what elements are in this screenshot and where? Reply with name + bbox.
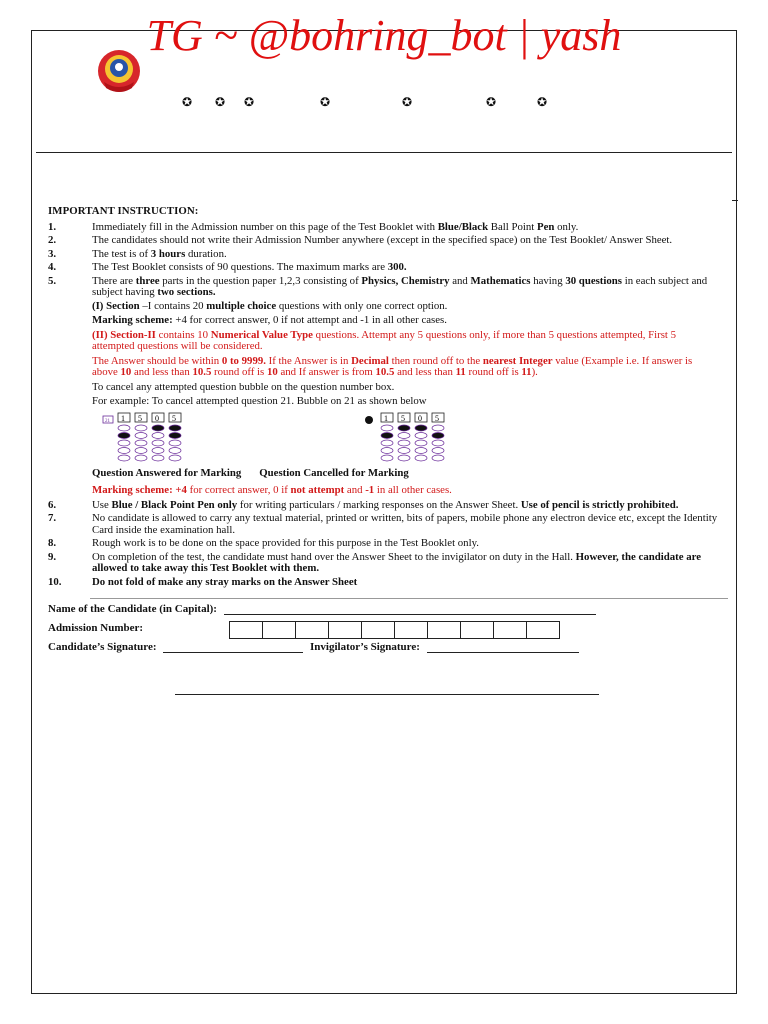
cancel-example: For example: To cancel attempted question 21. Bubble on 21 as shown below <box>92 395 427 407</box>
marking-scheme-1: Marking scheme: +4 for correct answer, 0 if not attempt and -1 in all other cases. <box>92 314 447 326</box>
header-divider <box>36 152 732 153</box>
omr-bubble <box>415 447 427 453</box>
omr-bubble <box>135 455 147 461</box>
caption-answered: Question Answered for Marking <box>92 466 242 479</box>
section2-text: (II) Section-II contains 10 Numerical Value Type questions. Attempt any 5 questions only, if more than 5 questions attempted, First 5 attempted questions will be considered. <box>92 328 677 352</box>
star-icon: ✪ <box>402 95 413 109</box>
item-text: There are three parts in the question paper 1,2,3 consisting of Physics, Chemistry and Mathematics having 30 questions in each subject and subject having two sections. <box>92 274 708 298</box>
item-number: 2. <box>48 234 57 246</box>
section1-text: (I) Section –I contains 20 multiple choice questions with only one correct option. <box>92 299 448 312</box>
item-number: 6. <box>48 498 57 511</box>
instruction-item <box>48 552 720 575</box>
admission-digit-box[interactable] <box>262 621 296 639</box>
watermark-text: TG ~ @bohring_bot | yash <box>146 11 622 60</box>
instruction-item <box>48 262 720 274</box>
omr-bubble <box>415 425 427 431</box>
footer-rule <box>175 694 599 695</box>
omr-bubble <box>169 447 181 453</box>
candidate-signature-label: Candidate’s Signature: <box>48 641 157 653</box>
name-field[interactable] <box>224 614 596 615</box>
caption-cancelled: Question Cancelled for Marking <box>259 466 409 479</box>
omr-bubble <box>432 432 444 438</box>
digit: 5 <box>435 413 439 423</box>
item-number: 3. <box>48 247 57 260</box>
admission-digit-box[interactable] <box>361 621 395 639</box>
omr-bubble <box>118 432 130 438</box>
item-text: Use Blue / Black Point Pen only for writing particulars / marking responses on the Answer Sheet. Use of pencil is strictly prohibited. <box>92 498 679 511</box>
digit: 1 <box>384 413 388 423</box>
item-number: 4. <box>48 261 57 273</box>
item-number: 10. <box>48 575 62 588</box>
omr-bubble <box>118 455 130 461</box>
star-icon: ✪ <box>182 95 193 109</box>
invigilator-signature-field[interactable] <box>427 652 579 653</box>
omr-bubble <box>415 455 427 461</box>
star-icon: ✪ <box>537 95 548 109</box>
admission-digit-box[interactable] <box>427 621 461 639</box>
instruction-item <box>48 538 720 550</box>
omr-bubble <box>381 432 393 438</box>
admission-digit-box[interactable] <box>493 621 527 639</box>
omr-bubble <box>398 425 410 431</box>
star-icon: ✪ <box>320 95 331 109</box>
instruction-item <box>48 276 720 299</box>
admission-digit-box[interactable] <box>229 621 263 639</box>
admission-digit-box[interactable] <box>328 621 362 639</box>
decimal-rule: The Answer should be within 0 to 9999. If the Answer is in Decimal then round off to the nearest Integer value (Example i.e. If answer is above 10 and less than 10.5 round off is 10 and If answer is from 10.5 and less than 11 round off is 11). <box>92 354 693 378</box>
star-icon: ✪ <box>215 95 226 109</box>
star-icon: ✪ <box>486 95 497 109</box>
signature-row <box>48 641 579 653</box>
item-number: 7. <box>48 512 57 524</box>
item-text: Do not fold of make any stray marks on the Answer Sheet <box>92 575 358 588</box>
item-number: 5. <box>48 274 57 287</box>
divider-tick <box>732 200 738 201</box>
omr-bubble <box>381 447 393 453</box>
omr-bubble <box>432 447 444 453</box>
item-text: The Test Booklet consists of 90 questions. The maximum marks are 300. <box>92 261 407 273</box>
omr-bubble <box>135 425 147 431</box>
omr-bubble <box>118 440 130 446</box>
digit: 5 <box>138 413 142 423</box>
admission-digit-box[interactable] <box>460 621 494 639</box>
star-icon: ✪ <box>244 95 255 109</box>
cancel-instruction: To cancel any attempted question bubble on the question number box. <box>92 380 395 393</box>
digit: 5 <box>172 413 176 423</box>
candidate-signature-field[interactable] <box>163 652 303 653</box>
question-number: 21 <box>105 418 110 424</box>
omr-bubble <box>398 440 410 446</box>
item-text: On completion of the test, the candidate must hand over the Answer Sheet to the invigilator on duty in the Hall. However, the candidate are allowed to take away this Test Booklet with them. <box>92 550 702 574</box>
instruction-item <box>48 249 720 261</box>
omr-bubble <box>169 455 181 461</box>
omr-bubble <box>381 440 393 446</box>
omr-bubble <box>135 447 147 453</box>
omr-bubble <box>169 432 181 438</box>
omr-bubble <box>398 447 410 453</box>
instruction-item <box>48 500 720 512</box>
omr-bubble <box>118 447 130 453</box>
omr-examples <box>100 412 720 468</box>
omr-bubble <box>118 425 130 431</box>
marking-scheme-2: Marking scheme: +4 for correct answer, 0 if not attempt and -1 in all other cases. <box>92 484 452 496</box>
item-text: The test is of 3 hours duration. <box>92 247 227 260</box>
omr-bubble <box>152 447 164 453</box>
omr-bubble <box>432 455 444 461</box>
item-text: Immediately fill in the Admission number on this page of the Test Booklet with Blue/Black Ball Point Pen only. <box>92 220 579 233</box>
instructions-heading: IMPORTANT INSTRUCTION: <box>48 205 199 217</box>
omr-bubble <box>381 425 393 431</box>
name-label: Name of the Candidate (in Capital): <box>48 603 217 615</box>
admission-digit-box[interactable] <box>394 621 428 639</box>
admission-digit-box[interactable] <box>526 621 560 639</box>
omr-example-graphic <box>100 412 660 468</box>
omr-bubble <box>381 455 393 461</box>
instruction-item <box>48 222 720 234</box>
instruction-item <box>48 513 720 536</box>
omr-bubble <box>398 455 410 461</box>
digit: 1 <box>121 413 125 423</box>
instruction-item <box>48 235 720 247</box>
omr-bubble <box>169 425 181 431</box>
school-logo <box>96 48 142 94</box>
omr-bubble <box>152 455 164 461</box>
omr-bubble <box>169 440 181 446</box>
omr-captions <box>92 468 720 480</box>
omr-bubble <box>152 425 164 431</box>
omr-answered-sheet <box>103 413 181 461</box>
invigilator-signature-label: Invigilator’s Signature: <box>310 641 420 653</box>
omr-bubble <box>415 440 427 446</box>
omr-bubble <box>398 432 410 438</box>
omr-bubble <box>135 432 147 438</box>
admission-number-boxes <box>229 621 559 639</box>
omr-bubble <box>152 440 164 446</box>
omr-bubble <box>135 440 147 446</box>
name-row <box>48 603 596 615</box>
admission-label: Admission Number: <box>48 622 144 634</box>
omr-bubble <box>432 425 444 431</box>
item-number: 9. <box>48 550 57 563</box>
omr-cancelled-sheet <box>365 413 444 461</box>
item-text: The candidates should not write their Admission Number anywhere (except in the specified space) on the Test Booklet/ Answer Sheet. <box>92 234 673 246</box>
omr-bubble <box>152 432 164 438</box>
omr-bubble <box>432 440 444 446</box>
omr-bubble <box>415 432 427 438</box>
admission-digit-box[interactable] <box>295 621 329 639</box>
rule-under-item-10 <box>90 598 728 599</box>
item-number: 8. <box>48 537 57 549</box>
item-text: Rough work is to be done on the space provided for this purpose in the Test Booklet only. <box>92 537 479 549</box>
digit: 5 <box>401 413 405 423</box>
instructions <box>48 206 720 590</box>
item-text: No candidate is allowed to carry any textual material, printed or written, bits of papers, mobile phone any electron device etc, except the Identity Card inside the examination hall. <box>92 512 718 536</box>
digit: 0 <box>418 413 422 423</box>
item-number: 1. <box>48 220 57 233</box>
instruction-item <box>48 577 720 589</box>
digit: 0 <box>155 413 159 423</box>
